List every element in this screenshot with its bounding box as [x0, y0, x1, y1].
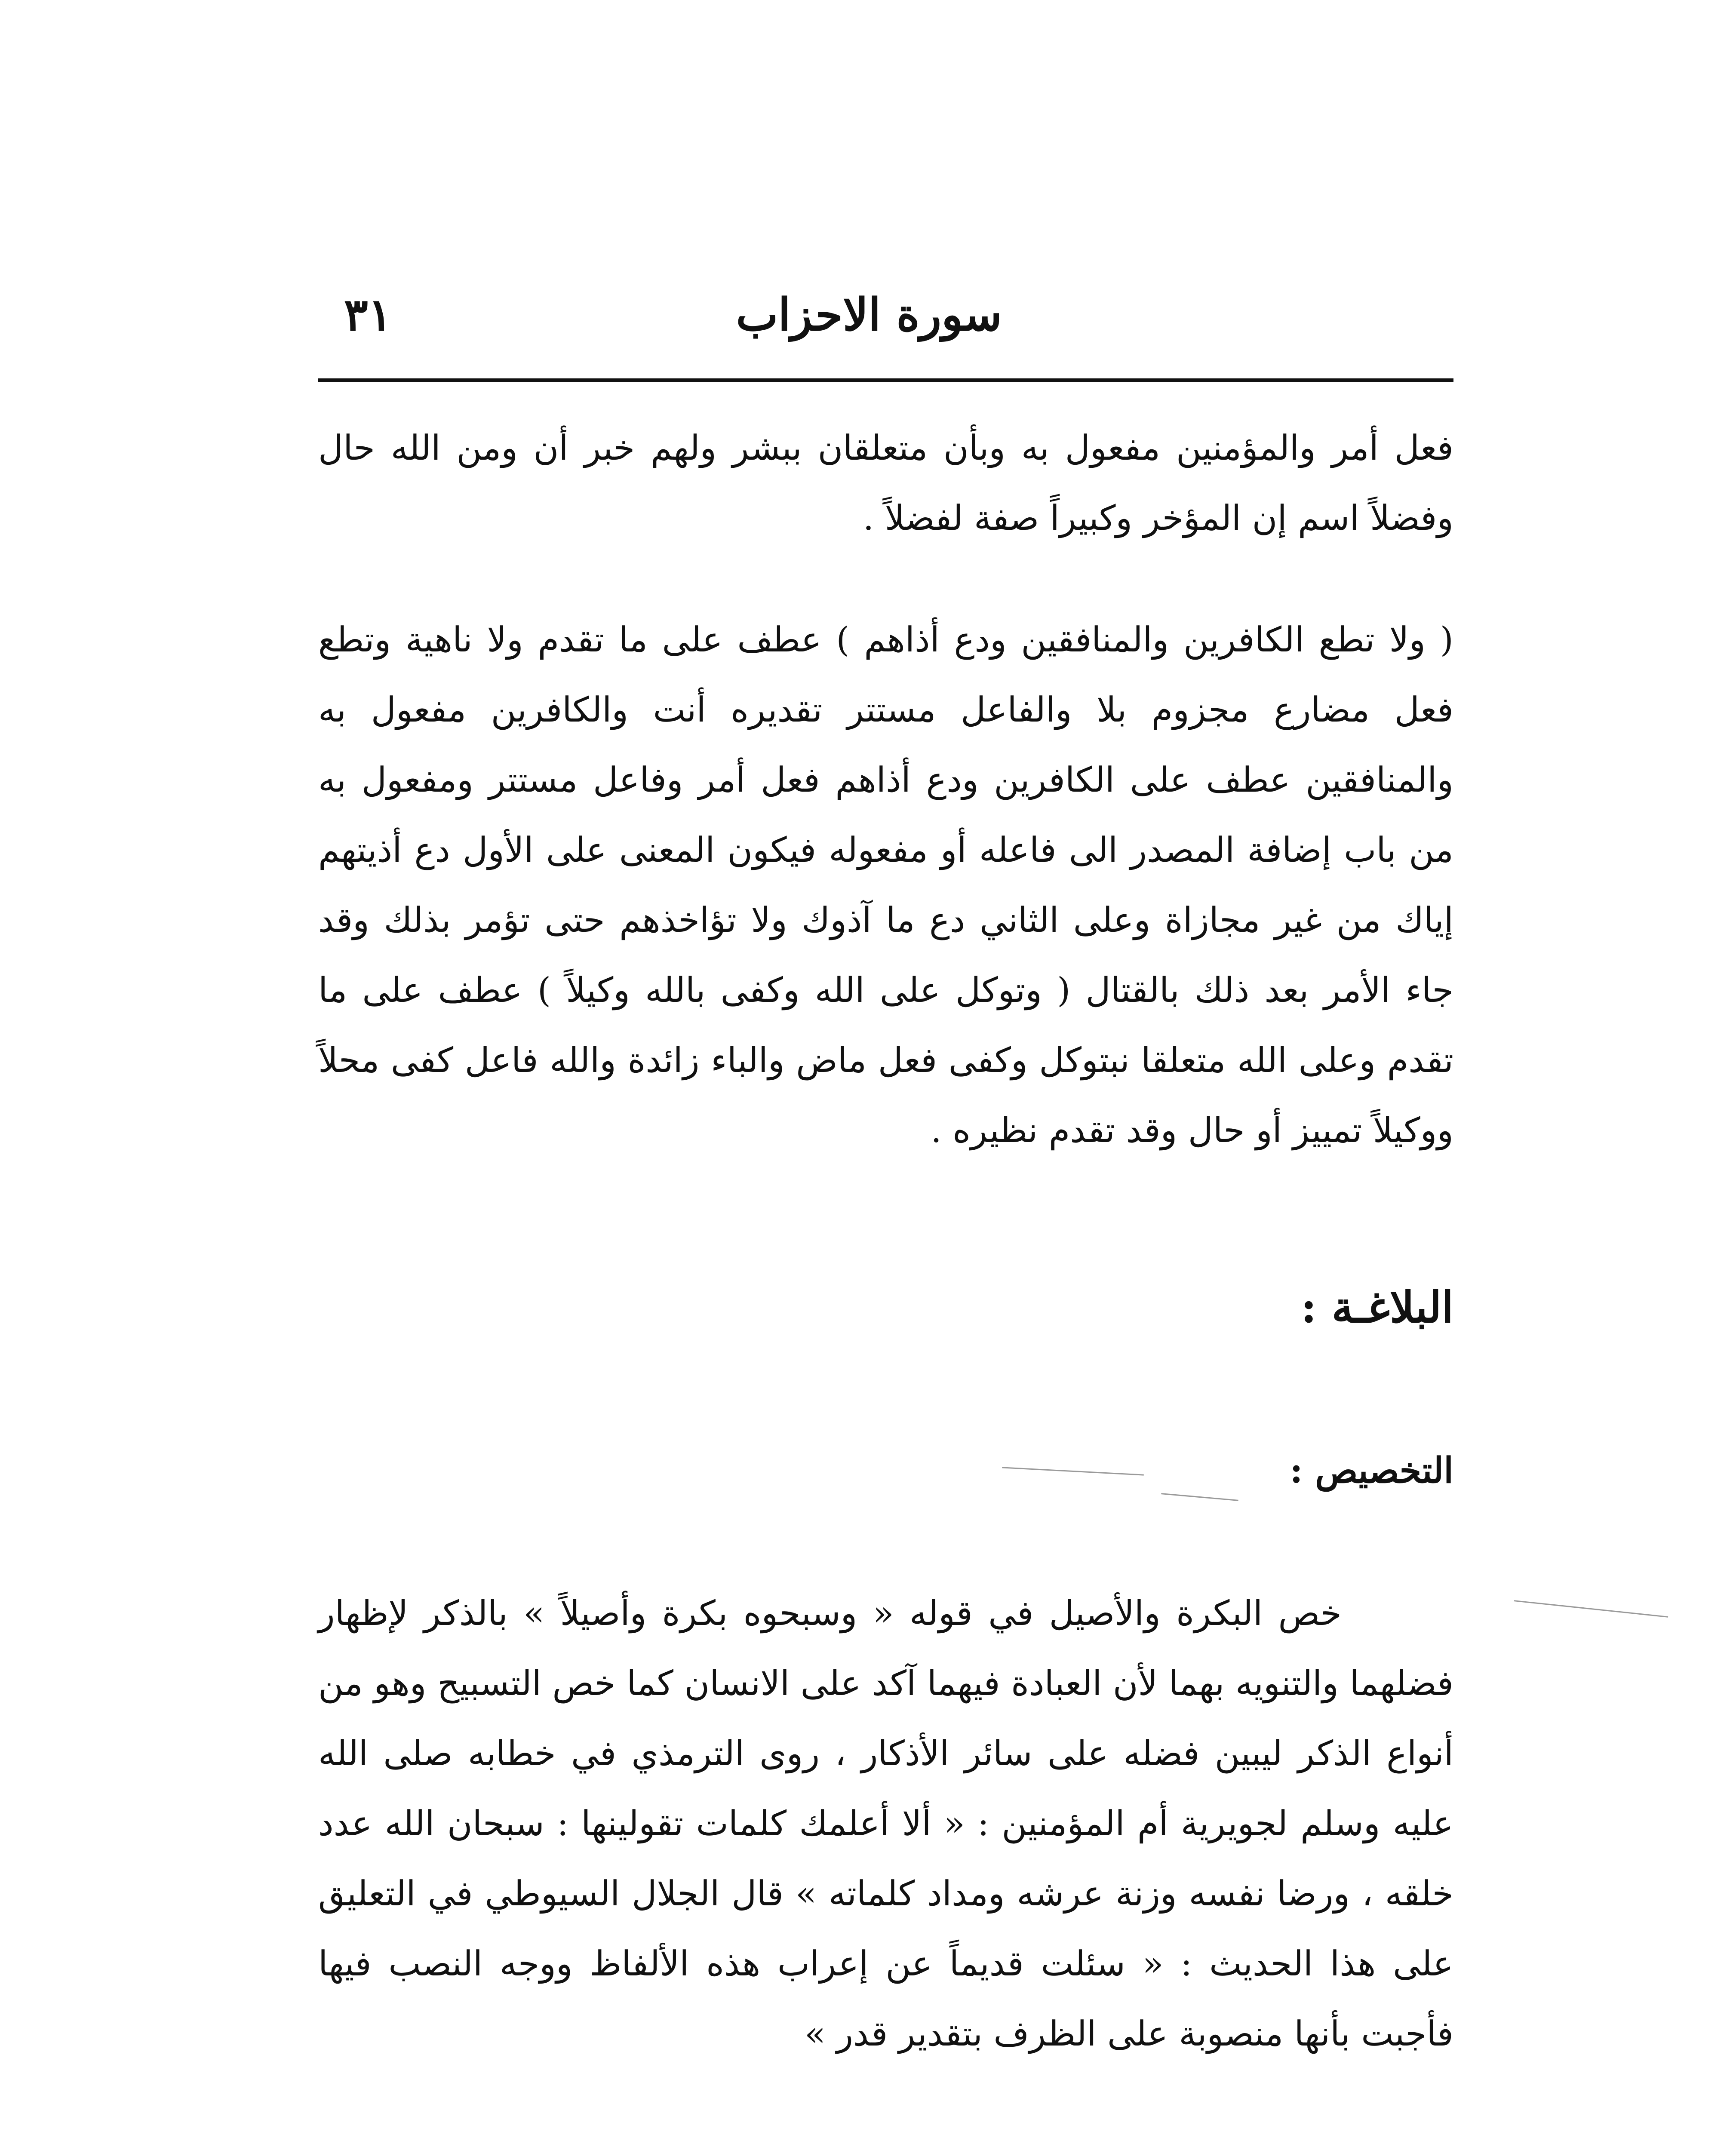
page-body — [318, 413, 1453, 2069]
paragraph-3: خص البكرة والأصيل في قوله « وسبحوه بكرة وأصيلاً » بالذكر لإظهار فضلهما والتنويه بهما لأن العبادة فيهما آكد على الانسان كما خص التسبيح وهو من أنواع الذكر ليبين فضله على سائر الأذكار ، روى الترمذي في خطابه صلى الله عليه وسلم لجويرية أم المؤمنين : « ألا أعلمك كلمات تقولينها : سبحان الله عدد خلقه ، ورضا نفسه وزنة عرشه ومداد كلماته » قال الجلال السيوطي في التعليق على هذا الحديث : « سئلت قديماً عن إعراب هذه الألفاظ ووجه النصب فيها فأجبت بأنها منصوبة على الظرف بتقدير قدر » — [318, 1593, 1453, 2054]
page-number: ٣١ — [344, 288, 392, 341]
section-heading: البلاغـة : — [1300, 1282, 1453, 1333]
paragraph-2: ( ولا تطع الكافرين والمنافقين ودع أذاهم ) عطف على ما تقدم ولا ناهية وتطع فعل مضارع مجزوم بلا والفاعل مستتر تقديره أنت والكافرين مفعول به والمنافقين عطف على الكافرين ودع أذاهم فعل أمر وفاعل مستتر ومفعول به من باب إضافة المصدر الى فاعله أو مفعوله فيكون المعنى على الأول دع أذيتهم إياك من غير مجازاة وعلى الثاني دع ما آذوك ولا تؤاخذهم حتى تؤمر بذلك وقد جاء الأمر بعد ذلك بالقتال ( وتوكل على الله وكفى بالله وكيلاً ) عطف على ما تقدم وعلى الله متعلقا نبتوكل وكفى فعل ماض والباء زائدة والله فاعل كفى محلاً ووكيلاً تمييز أو حال وقد تقدم نظيره . — [318, 620, 1453, 1150]
header-rule — [318, 378, 1453, 382]
running-title: سورة الاحزاب — [736, 288, 1002, 341]
paragraph-1: فعل أمر والمؤمنين مفعول به وبأن متعلقان ببشر ولهم خبر أن ومن الله حال وفضلاً اسم إن المؤخر وكبيراً صفة لفضلاً . — [318, 428, 1453, 538]
scan-mark-2 — [1514, 1600, 1668, 1618]
subsection-heading: التخصيص : — [1290, 1450, 1453, 1491]
page-header — [318, 275, 1453, 361]
